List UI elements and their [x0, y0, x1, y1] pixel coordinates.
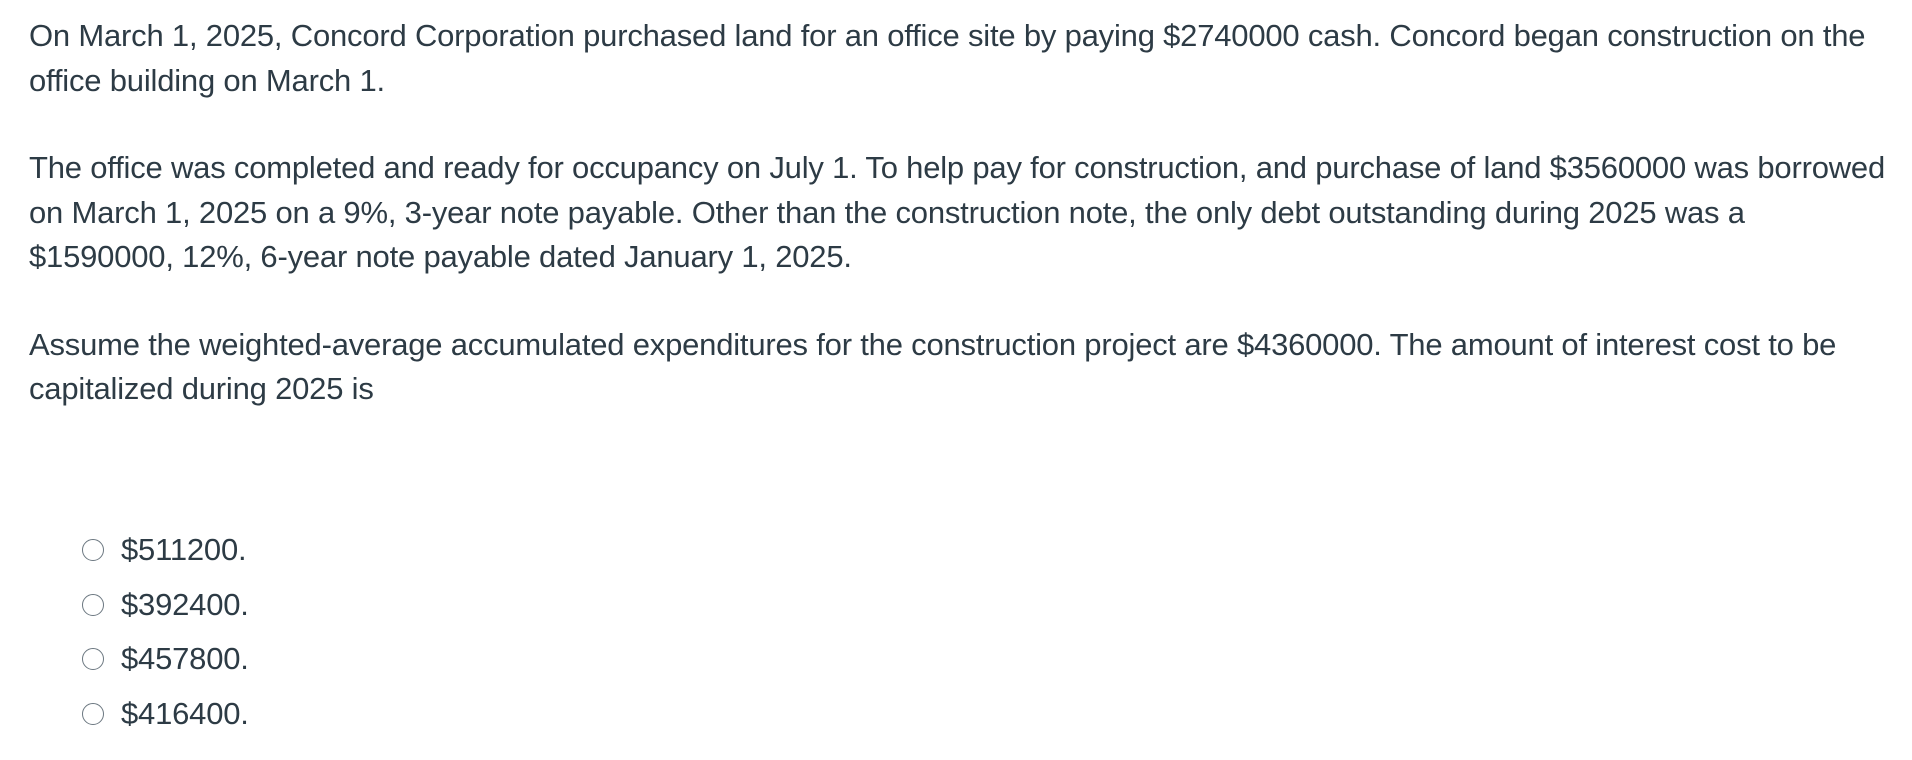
answer-label: $392400.: [121, 586, 249, 622]
question-paragraph-3: Assume the weighted-average accumulated expenditures for the construction project are $4360000. The amount of interest cost to be capitalized during 2025 is: [29, 326, 1837, 406]
answer-label: $416400.: [121, 695, 249, 731]
answer-options: [82, 523, 249, 741]
answer-label: $511200.: [121, 532, 247, 568]
answer-option-2[interactable]: [82, 578, 249, 633]
answer-option-1[interactable]: [82, 523, 249, 578]
question-paragraph-1: On March 1, 2025, Concord Corporation purchased land for an office site by paying $2740000 cash. Concord began construction on the office building on March 1.: [29, 18, 1866, 98]
answer-option-3[interactable]: [82, 632, 249, 687]
radio-button-icon[interactable]: [82, 539, 104, 561]
radio-button-icon[interactable]: [82, 594, 104, 616]
answer-label: $457800.: [121, 641, 249, 677]
question-text: [29, 14, 1889, 455]
radio-button-icon[interactable]: [82, 703, 104, 725]
question-paragraph-2: The office was completed and ready for occupancy on July 1. To help pay for construction, and purchase of land $3560000 was borrowed on March 1, 2025 on a 9%, 3-year note payable. Other than the construction note, the only debt outstanding during 2025 was a $1590000, 12%, 6-year note payable dated January 1, 2025.: [29, 150, 1886, 274]
radio-button-icon[interactable]: [82, 648, 104, 670]
answer-option-4[interactable]: [82, 687, 249, 742]
